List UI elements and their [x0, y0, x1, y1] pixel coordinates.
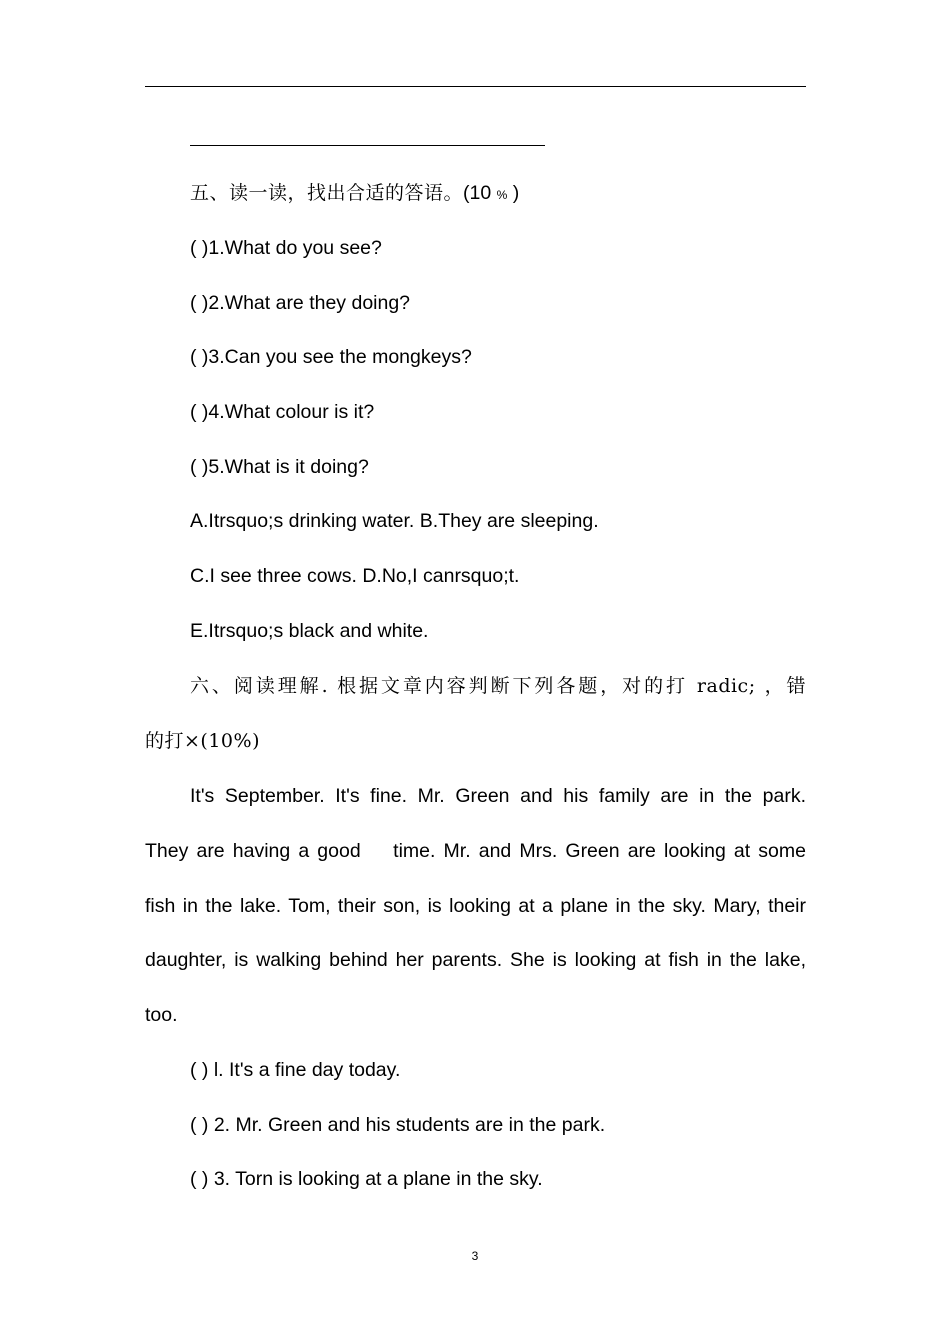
- question-4: ( )4.What colour is it?: [190, 401, 375, 423]
- passage-line-1: It's September. It's fine. Mr. Green and his family are in the park.: [190, 785, 806, 807]
- answer-option-e: E.Itrsquo;s black and white.: [190, 620, 429, 642]
- passage-line-3: fish in the lake. Tom, their son, is looking at a plane in the sky. Mary, their: [145, 894, 806, 917]
- answer-options-ab: A.Itrsquo;s drinking water. B.They are sleeping.: [190, 510, 599, 532]
- section-5-score-close: ): [512, 182, 520, 204]
- question-3: ( )3.Can you see the mongkeys?: [190, 346, 472, 368]
- question-2: ( )2.What are they doing?: [190, 292, 411, 314]
- page-number: 3: [471, 1249, 479, 1263]
- statement-1: ( ) l. It's a fine day today.: [190, 1059, 401, 1081]
- section-6-title: [145, 659, 806, 769]
- section-6-title-line-2: 的打×(10%): [145, 729, 260, 752]
- section-5-title-text: 五、读一读，找出合适的答语。: [190, 182, 464, 204]
- answer-options-cd: C.I see three cows. D.No,I canrsquo;t.: [190, 565, 520, 587]
- question-5: ( )5.What is it doing?: [190, 456, 369, 478]
- section-5-title: [190, 181, 519, 207]
- answer-blank-line-short: [190, 145, 545, 146]
- answer-blank-line-full: [145, 86, 806, 87]
- section-5-score-open: (10: [463, 182, 492, 204]
- section-6-title-line-1: 六、阅读理解. 根据文章内容判断下列各题，对的打 radic; ，错: [190, 675, 806, 697]
- passage-line-4: daughter, is walking behind her parents. She is looking at fish in the lake,: [145, 949, 806, 972]
- reading-passage: [145, 769, 806, 1043]
- statement-3: ( ) 3. Torn is looking at a plane in the sky.: [190, 1168, 543, 1190]
- section-5-score-percent: %: [496, 188, 508, 202]
- passage-line-5: too.: [145, 1004, 178, 1027]
- question-1: ( )1.What do you see?: [190, 237, 382, 259]
- statement-2: ( ) 2. Mr. Green and his students are in the park.: [190, 1114, 606, 1136]
- passage-line-2: They are having a good time. Mr. and Mrs. Green are looking at some: [145, 839, 806, 862]
